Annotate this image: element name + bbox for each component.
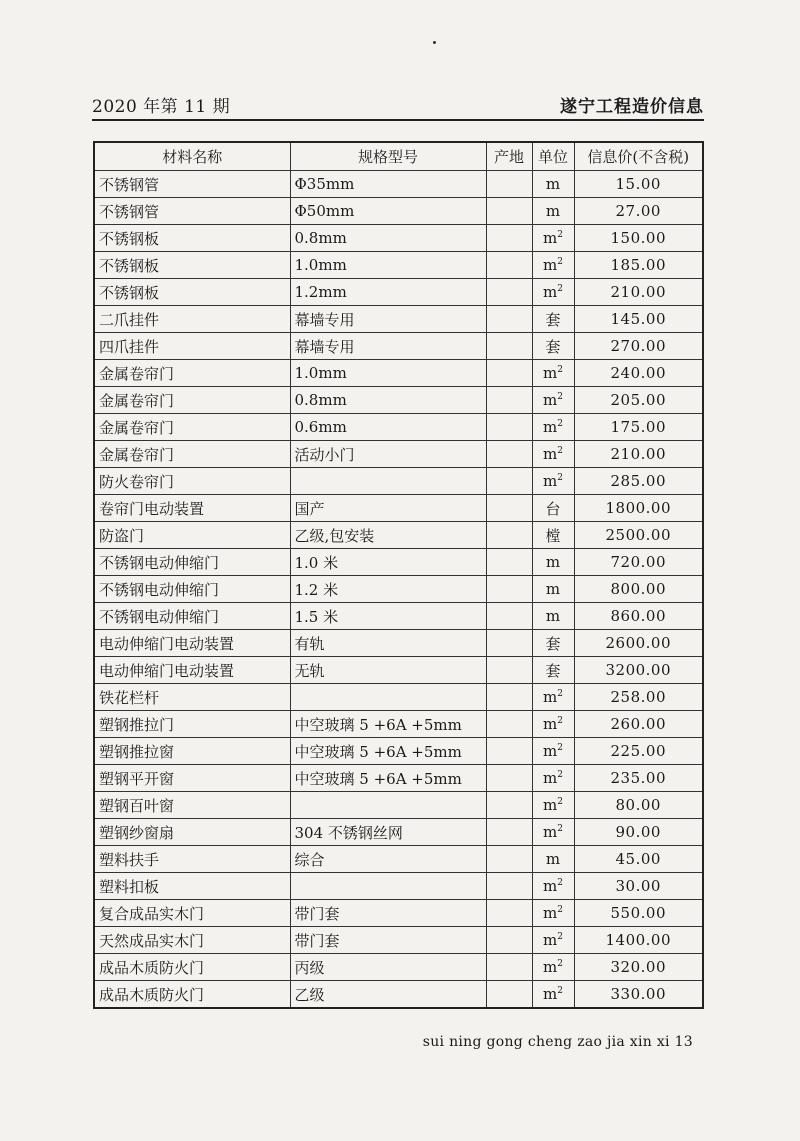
- material-name-cell: 塑钢纱窗扇: [94, 819, 290, 846]
- material-name-cell: 金属卷帘门: [94, 360, 290, 387]
- unit-cell: [532, 171, 574, 198]
- price-cell: 210.00: [574, 279, 703, 306]
- origin-cell: [486, 414, 532, 441]
- material-name-cell: 不锈钢管: [94, 198, 290, 225]
- unit-exponent: 2: [557, 716, 563, 726]
- material-name-cell: 电动伸缩门电动装置: [94, 657, 290, 684]
- unit-text: m: [545, 202, 561, 220]
- table-row: [94, 522, 703, 549]
- table-row: [94, 252, 703, 279]
- price-cell: 145.00: [574, 306, 703, 333]
- unit-cell: [532, 414, 574, 441]
- material-name-cell: 天然成品实木门: [94, 927, 290, 954]
- spec-cell: 0.6mm: [290, 414, 486, 441]
- spec-cell: 无轨: [290, 657, 486, 684]
- unit-exponent: 2: [557, 878, 563, 888]
- unit-text: 套: [545, 310, 561, 329]
- spec-cell: 1.2 米: [290, 576, 486, 603]
- header-divider: [92, 119, 704, 121]
- spec-cell: 1.0mm: [290, 252, 486, 279]
- table-row: [94, 846, 703, 873]
- unit-cell: [532, 306, 574, 333]
- unit-text: 套: [545, 337, 561, 356]
- table-row: [94, 765, 703, 792]
- unit-cell: [532, 657, 574, 684]
- price-cell: 270.00: [574, 333, 703, 360]
- price-cell: 3200.00: [574, 657, 703, 684]
- unit-cell: [532, 711, 574, 738]
- material-name-cell: 防火卷帘门: [94, 468, 290, 495]
- spec-cell: [290, 792, 486, 819]
- price-cell: 550.00: [574, 900, 703, 927]
- origin-cell: [486, 738, 532, 765]
- table-row: [94, 738, 703, 765]
- unit-exponent: 2: [557, 365, 563, 375]
- price-cell: 210.00: [574, 441, 703, 468]
- unit-exponent: 2: [557, 230, 563, 240]
- unit-cell: [532, 279, 574, 306]
- unit-exponent: 2: [557, 689, 563, 699]
- unit-exponent: 2: [557, 932, 563, 942]
- unit-text: m: [543, 256, 558, 274]
- table-row: [94, 927, 703, 954]
- unit-cell: [532, 198, 574, 225]
- table-row: [94, 576, 703, 603]
- origin-cell: [486, 792, 532, 819]
- spec-cell: 带门套: [290, 900, 486, 927]
- table-row: [94, 711, 703, 738]
- table-row: [94, 333, 703, 360]
- material-name-cell: 塑料扣板: [94, 873, 290, 900]
- unit-text: m: [543, 445, 558, 463]
- unit-text: m: [545, 580, 561, 598]
- price-cell: 260.00: [574, 711, 703, 738]
- material-name-cell: 金属卷帘门: [94, 441, 290, 468]
- material-name-cell: 不锈钢板: [94, 225, 290, 252]
- origin-cell: [486, 225, 532, 252]
- unit-cell: [532, 468, 574, 495]
- price-cell: 258.00: [574, 684, 703, 711]
- spec-cell: 中空玻璃 5 +6A +5mm: [290, 765, 486, 792]
- spec-cell: 丙级: [290, 954, 486, 981]
- unit-exponent: 2: [557, 959, 563, 969]
- price-cell: 185.00: [574, 252, 703, 279]
- origin-cell: [486, 846, 532, 873]
- material-name-cell: 铁花栏杆: [94, 684, 290, 711]
- unit-text: m: [543, 769, 558, 787]
- table-row: [94, 657, 703, 684]
- material-name-cell: 塑料扶手: [94, 846, 290, 873]
- origin-cell: [486, 279, 532, 306]
- publication-title: 遂宁工程造价信息: [560, 97, 704, 117]
- price-cell: 150.00: [574, 225, 703, 252]
- price-cell: 1800.00: [574, 495, 703, 522]
- unit-text: m: [543, 823, 558, 841]
- spec-cell: 0.8mm: [290, 387, 486, 414]
- price-cell: 30.00: [574, 873, 703, 900]
- unit-exponent: 2: [557, 284, 563, 294]
- price-cell: 285.00: [574, 468, 703, 495]
- material-name-cell: 电动伸缩门电动装置: [94, 630, 290, 657]
- origin-cell: [486, 819, 532, 846]
- spec-cell: 幕墙专用: [290, 333, 486, 360]
- origin-cell: [486, 549, 532, 576]
- material-name-cell: 不锈钢管: [94, 171, 290, 198]
- origin-cell: [486, 171, 532, 198]
- unit-cell: [532, 333, 574, 360]
- unit-cell: [532, 792, 574, 819]
- table-row: [94, 495, 703, 522]
- column-header-price: 信息价(不含税): [574, 142, 703, 171]
- unit-text: m: [545, 175, 561, 193]
- origin-cell: [486, 495, 532, 522]
- table-header-row: [94, 142, 703, 171]
- origin-cell: [486, 468, 532, 495]
- unit-cell: [532, 549, 574, 576]
- material-name-cell: 塑钢推拉窗: [94, 738, 290, 765]
- price-cell: 2500.00: [574, 522, 703, 549]
- origin-cell: [486, 927, 532, 954]
- material-name-cell: 二爪挂件: [94, 306, 290, 333]
- price-cell: 225.00: [574, 738, 703, 765]
- spec-cell: 304 不锈钢丝网: [290, 819, 486, 846]
- unit-cell: [532, 981, 574, 1009]
- unit-cell: [532, 225, 574, 252]
- price-cell: 800.00: [574, 576, 703, 603]
- spec-cell: 1.0mm: [290, 360, 486, 387]
- spec-cell: 国产: [290, 495, 486, 522]
- spec-cell: 1.0 米: [290, 549, 486, 576]
- spec-cell: 1.5 米: [290, 603, 486, 630]
- material-name-cell: 不锈钢板: [94, 252, 290, 279]
- unit-text: 台: [545, 499, 561, 518]
- table-row: [94, 954, 703, 981]
- unit-exponent: 2: [557, 473, 563, 483]
- page-footer: sui ning gong cheng zao jia xin xi 13: [422, 1034, 693, 1050]
- spec-cell: 有轨: [290, 630, 486, 657]
- unit-exponent: 2: [557, 824, 563, 834]
- unit-cell: [532, 954, 574, 981]
- unit-text: m: [543, 472, 558, 490]
- spec-cell: 乙级: [290, 981, 486, 1009]
- unit-cell: [532, 684, 574, 711]
- spec-cell: 活动小门: [290, 441, 486, 468]
- table-body: [94, 171, 703, 1009]
- origin-cell: [486, 981, 532, 1009]
- unit-cell: [532, 576, 574, 603]
- table-row: [94, 387, 703, 414]
- price-cell: 235.00: [574, 765, 703, 792]
- unit-text: m: [543, 958, 558, 976]
- unit-text: m: [545, 850, 561, 868]
- price-cell: 15.00: [574, 171, 703, 198]
- unit-cell: [532, 603, 574, 630]
- origin-cell: [486, 603, 532, 630]
- scan-speck: [433, 41, 436, 44]
- price-cell: 45.00: [574, 846, 703, 873]
- table-row: [94, 873, 703, 900]
- material-name-cell: 不锈钢电动伸缩门: [94, 549, 290, 576]
- column-header-origin: 产地: [486, 142, 532, 171]
- column-header-unit: 单位: [532, 142, 574, 171]
- spec-cell: Φ50mm: [290, 198, 486, 225]
- unit-exponent: 2: [557, 419, 563, 429]
- origin-cell: [486, 360, 532, 387]
- material-name-cell: 成品木质防火门: [94, 981, 290, 1009]
- unit-text: 套: [545, 634, 561, 653]
- price-cell: 330.00: [574, 981, 703, 1009]
- table-row: [94, 171, 703, 198]
- spec-cell: 中空玻璃 5 +6A +5mm: [290, 711, 486, 738]
- material-name-cell: 防盗门: [94, 522, 290, 549]
- spec-cell: 中空玻璃 5 +6A +5mm: [290, 738, 486, 765]
- table-row: [94, 981, 703, 1009]
- unit-text: m: [543, 418, 558, 436]
- unit-text: m: [543, 364, 558, 382]
- price-cell: 175.00: [574, 414, 703, 441]
- unit-text: m: [545, 553, 561, 571]
- spec-cell: 0.8mm: [290, 225, 486, 252]
- table-row: [94, 468, 703, 495]
- unit-cell: [532, 387, 574, 414]
- material-name-cell: 塑钢推拉门: [94, 711, 290, 738]
- origin-cell: [486, 873, 532, 900]
- unit-cell: [532, 846, 574, 873]
- unit-cell: [532, 495, 574, 522]
- origin-cell: [486, 522, 532, 549]
- unit-cell: [532, 360, 574, 387]
- table-row: [94, 360, 703, 387]
- unit-text: m: [543, 985, 558, 1003]
- unit-text: m: [545, 607, 561, 625]
- column-header-name: 材料名称: [94, 142, 290, 171]
- material-price-table: [93, 141, 704, 1009]
- unit-text: m: [543, 688, 558, 706]
- table-row: [94, 225, 703, 252]
- unit-cell: [532, 900, 574, 927]
- spec-cell: [290, 684, 486, 711]
- price-cell: 240.00: [574, 360, 703, 387]
- price-cell: 1400.00: [574, 927, 703, 954]
- unit-text: m: [543, 931, 558, 949]
- unit-text: m: [543, 283, 558, 301]
- origin-cell: [486, 630, 532, 657]
- price-cell: 27.00: [574, 198, 703, 225]
- unit-exponent: 2: [557, 392, 563, 402]
- unit-cell: [532, 630, 574, 657]
- price-cell: 320.00: [574, 954, 703, 981]
- price-cell: 860.00: [574, 603, 703, 630]
- material-name-cell: 金属卷帘门: [94, 387, 290, 414]
- origin-cell: [486, 711, 532, 738]
- spec-cell: 幕墙专用: [290, 306, 486, 333]
- origin-cell: [486, 198, 532, 225]
- unit-text: m: [543, 391, 558, 409]
- unit-text: m: [543, 904, 558, 922]
- unit-text: m: [543, 742, 558, 760]
- origin-cell: [486, 333, 532, 360]
- price-cell: 80.00: [574, 792, 703, 819]
- table-row: [94, 900, 703, 927]
- spec-cell: [290, 468, 486, 495]
- origin-cell: [486, 900, 532, 927]
- unit-text: m: [543, 715, 558, 733]
- unit-exponent: 2: [557, 770, 563, 780]
- table-row: [94, 279, 703, 306]
- unit-text: 套: [545, 661, 561, 680]
- origin-cell: [486, 954, 532, 981]
- price-cell: 90.00: [574, 819, 703, 846]
- material-name-cell: 卷帘门电动装置: [94, 495, 290, 522]
- unit-cell: [532, 252, 574, 279]
- table-row: [94, 198, 703, 225]
- unit-cell: [532, 765, 574, 792]
- spec-cell: 乙级,包安装: [290, 522, 486, 549]
- table-row: [94, 630, 703, 657]
- table-row: [94, 603, 703, 630]
- unit-exponent: 2: [557, 446, 563, 456]
- unit-exponent: 2: [557, 905, 563, 915]
- origin-cell: [486, 252, 532, 279]
- unit-text: 樘: [545, 526, 561, 545]
- spec-cell: [290, 873, 486, 900]
- spec-cell: 1.2mm: [290, 279, 486, 306]
- unit-text: m: [543, 796, 558, 814]
- unit-exponent: 2: [557, 257, 563, 267]
- origin-cell: [486, 441, 532, 468]
- unit-cell: [532, 738, 574, 765]
- origin-cell: [486, 657, 532, 684]
- unit-cell: [532, 873, 574, 900]
- origin-cell: [486, 684, 532, 711]
- material-name-cell: 成品木质防火门: [94, 954, 290, 981]
- spec-cell: Φ35mm: [290, 171, 486, 198]
- table-row: [94, 549, 703, 576]
- origin-cell: [486, 765, 532, 792]
- origin-cell: [486, 576, 532, 603]
- material-name-cell: 塑钢平开窗: [94, 765, 290, 792]
- material-name-cell: 复合成品实木门: [94, 900, 290, 927]
- origin-cell: [486, 306, 532, 333]
- material-name-cell: 四爪挂件: [94, 333, 290, 360]
- price-cell: 2600.00: [574, 630, 703, 657]
- table-row: [94, 414, 703, 441]
- unit-exponent: 2: [557, 986, 563, 996]
- unit-text: m: [543, 229, 558, 247]
- unit-cell: [532, 522, 574, 549]
- table-row: [94, 792, 703, 819]
- material-name-cell: 塑钢百叶窗: [94, 792, 290, 819]
- table-row: [94, 684, 703, 711]
- unit-exponent: 2: [557, 797, 563, 807]
- issue-label: 2020 年第 11 期: [92, 97, 231, 117]
- unit-exponent: 2: [557, 743, 563, 753]
- material-name-cell: 不锈钢电动伸缩门: [94, 603, 290, 630]
- unit-cell: [532, 927, 574, 954]
- price-cell: 720.00: [574, 549, 703, 576]
- column-header-spec: 规格型号: [290, 142, 486, 171]
- unit-cell: [532, 819, 574, 846]
- price-cell: 205.00: [574, 387, 703, 414]
- unit-text: m: [543, 877, 558, 895]
- origin-cell: [486, 387, 532, 414]
- spec-cell: 综合: [290, 846, 486, 873]
- table-row: [94, 306, 703, 333]
- table-row: [94, 441, 703, 468]
- table-row: [94, 819, 703, 846]
- unit-cell: [532, 441, 574, 468]
- material-name-cell: 不锈钢电动伸缩门: [94, 576, 290, 603]
- material-name-cell: 金属卷帘门: [94, 414, 290, 441]
- material-name-cell: 不锈钢板: [94, 279, 290, 306]
- spec-cell: 带门套: [290, 927, 486, 954]
